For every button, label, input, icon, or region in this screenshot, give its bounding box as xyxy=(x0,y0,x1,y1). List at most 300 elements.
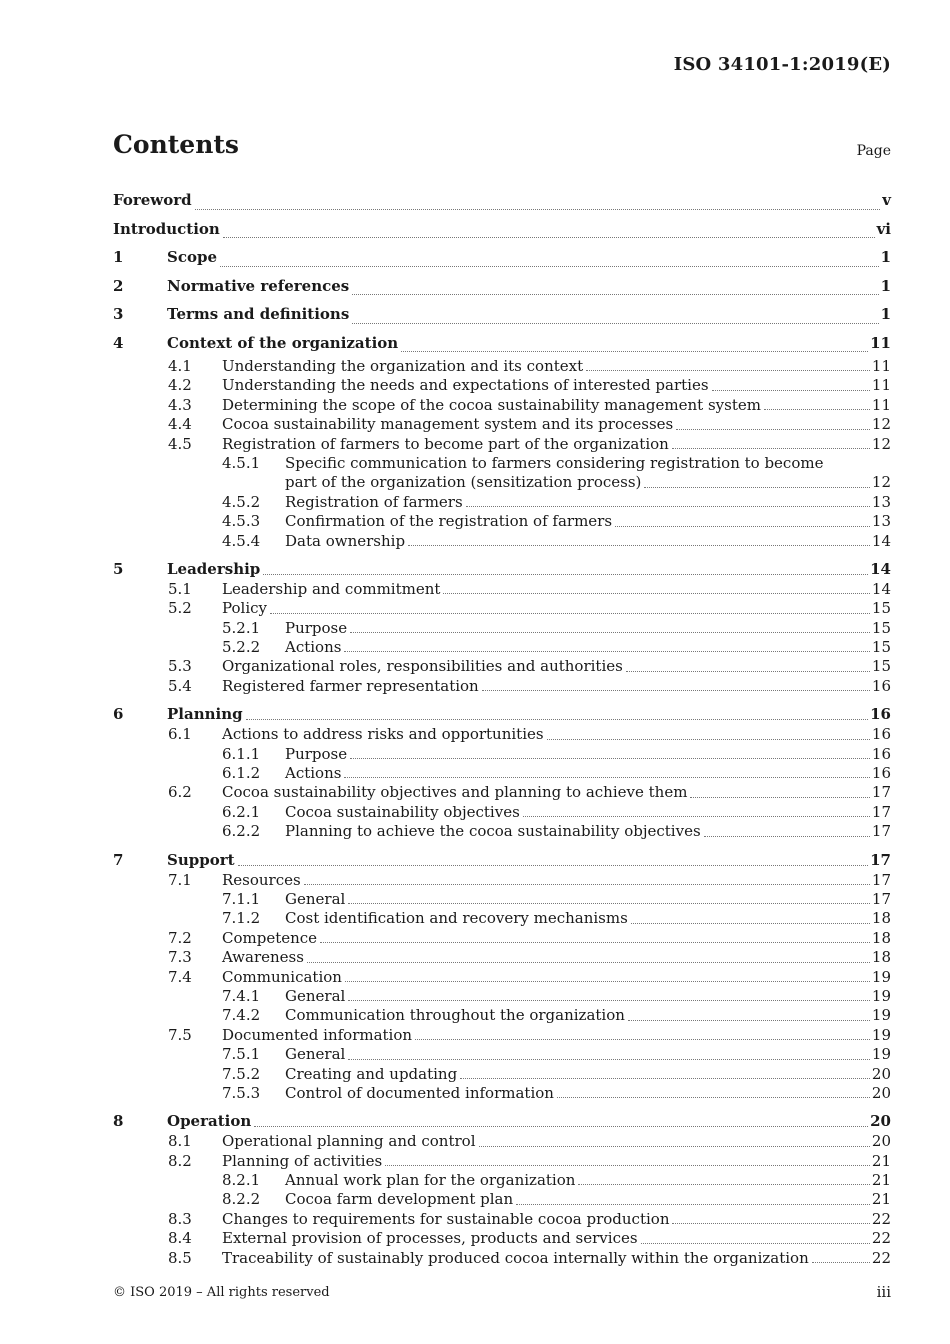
dot-leader xyxy=(516,1203,870,1205)
toc-entry-line xyxy=(167,559,891,580)
toc-entry-title: Operational planning and control xyxy=(222,1132,476,1151)
dot-leader xyxy=(672,447,870,449)
dot-leader xyxy=(348,1058,870,1060)
toc-entry[interactable] xyxy=(113,186,891,215)
toc-entry-line xyxy=(285,890,891,909)
toc-entry-line xyxy=(167,300,891,329)
toc-entry-line xyxy=(285,909,891,928)
dot-leader xyxy=(246,718,869,720)
dot-leader xyxy=(344,776,869,778)
toc-entry-title: part of the organization (sensitization process) xyxy=(285,473,642,492)
toc-entry-page: 19 xyxy=(871,1025,891,1044)
table-of-contents xyxy=(113,186,891,1268)
toc-entry-number: 5.3 xyxy=(168,657,192,676)
toc-entry-title: Traceability of sustainably produced cocoa internally within the organization xyxy=(222,1248,809,1267)
toc-entry-page: 20 xyxy=(871,1132,891,1151)
toc-entry-line xyxy=(222,580,891,599)
dot-leader xyxy=(401,350,868,352)
dot-leader xyxy=(704,835,870,837)
toc-entry-page: 15 xyxy=(871,599,891,618)
toc-entry-title: Cocoa sustainability objectives and planning to achieve them xyxy=(222,783,688,802)
toc-entry[interactable] xyxy=(113,968,891,987)
toc-entry-line xyxy=(167,1111,891,1132)
toc-entry-title: Foreword xyxy=(113,186,194,215)
toc-entry-line xyxy=(285,764,891,783)
toc-entry-number: 7 xyxy=(113,850,124,869)
dot-leader xyxy=(482,689,870,691)
toc-entry-title: Data ownership xyxy=(285,531,406,550)
toc-entry-line xyxy=(222,1210,891,1229)
toc-entry-title: Registration of farmers xyxy=(285,492,463,511)
dot-leader xyxy=(352,293,878,295)
toc-entry-line xyxy=(222,1152,891,1171)
toc-entry-page: 17 xyxy=(871,802,891,821)
toc-entry-page: 11 xyxy=(871,357,891,375)
toc-entry[interactable] xyxy=(113,559,891,580)
toc-entry-page: 20 xyxy=(871,1064,891,1083)
toc-entry[interactable] xyxy=(113,638,891,657)
dot-leader xyxy=(238,864,869,866)
toc-entry-number: 7.5.3 xyxy=(222,1083,261,1102)
toc-entry-number: 7.4 xyxy=(168,967,192,986)
toc-entry-line xyxy=(222,599,891,618)
toc-entry-title: Determining the scope of the cocoa sustainability management system xyxy=(222,395,761,414)
toc-entry-number: 4 xyxy=(113,333,124,352)
toc-entry[interactable] xyxy=(113,512,891,531)
toc-entry[interactable] xyxy=(113,1111,891,1132)
toc-entry-line xyxy=(222,1026,891,1045)
toc-entry-number: 6.2.2 xyxy=(222,822,261,841)
toc-entry-page: 11 xyxy=(871,395,891,414)
toc-entry[interactable] xyxy=(113,473,891,492)
dot-leader xyxy=(254,1125,868,1127)
toc-entry-number: 8.5 xyxy=(168,1248,192,1267)
toc-entry-title: Policy xyxy=(222,599,267,618)
toc-entry-number: 4.2 xyxy=(168,376,192,395)
toc-entry-line xyxy=(167,243,891,272)
toc-entry-line xyxy=(113,215,891,244)
toc-entry-page: 16 xyxy=(870,705,891,724)
toc-entry[interactable] xyxy=(113,435,891,454)
toc-entry-page: 12 xyxy=(871,434,891,453)
toc-entry[interactable] xyxy=(113,580,891,599)
toc-entry[interactable] xyxy=(113,272,891,301)
dot-leader xyxy=(344,650,869,652)
toc-entry-page: 18 xyxy=(871,928,891,947)
toc-entry-number: 7.1.2 xyxy=(222,909,261,928)
toc-entry[interactable] xyxy=(113,300,891,329)
toc-entry[interactable] xyxy=(113,532,891,551)
toc-entry-number: 2 xyxy=(113,276,124,295)
toc-entry-page: 21 xyxy=(871,1171,891,1190)
dot-leader xyxy=(350,757,870,759)
toc-entry-line xyxy=(285,512,891,531)
toc-entry[interactable] xyxy=(113,909,891,928)
toc-entry-number: 8 xyxy=(113,1112,124,1131)
toc-entry-number: 7.1 xyxy=(168,870,192,889)
toc-entry[interactable] xyxy=(113,704,891,725)
toc-entry-page: 18 xyxy=(871,909,891,928)
toc-entry-line xyxy=(167,329,891,358)
toc-entry-line xyxy=(285,493,891,512)
toc-entry-number: 8.2 xyxy=(168,1151,192,1170)
toc-entry-line xyxy=(222,357,891,376)
toc-entry-line xyxy=(222,415,891,434)
toc-entry-title: Support xyxy=(167,850,235,869)
toc-entry-page: 1 xyxy=(880,276,891,295)
toc-entry[interactable] xyxy=(113,1065,891,1084)
toc-entry-title: Understanding the organization and its context xyxy=(222,357,584,375)
toc-entry[interactable] xyxy=(113,1210,891,1229)
toc-entry-number: 5.4 xyxy=(168,676,192,695)
toc-entry-page: 19 xyxy=(871,1045,891,1064)
toc-entry-line xyxy=(222,725,891,744)
toc-entry-line xyxy=(222,1229,891,1248)
toc-entry[interactable] xyxy=(113,657,891,676)
toc-entry-number: 7.5 xyxy=(168,1025,192,1044)
footer-copyright: © ISO 2019 – All rights reserved xyxy=(113,1285,330,1300)
dot-leader xyxy=(466,505,870,507)
toc-entry[interactable] xyxy=(113,764,891,783)
toc-entry-page: 1 xyxy=(880,248,891,266)
toc-entry[interactable] xyxy=(113,357,891,376)
toc-entry[interactable] xyxy=(113,215,891,244)
toc-entry-number: 4.5.3 xyxy=(222,512,261,531)
toc-entry-number: 7.3 xyxy=(168,948,192,967)
toc-entry-line xyxy=(285,803,891,822)
toc-entry-title: Confirmation of the registration of farmers xyxy=(285,512,613,531)
toc-entry-title: Understanding the needs and expectations of interested parties xyxy=(222,376,709,395)
toc-entry[interactable] xyxy=(113,948,891,967)
toc-entry-page: 15 xyxy=(871,657,891,676)
toc-entry-page: v xyxy=(882,191,891,209)
toc-entry-title: Introduction xyxy=(113,215,222,244)
dot-leader xyxy=(631,922,870,924)
toc-entry-line xyxy=(222,677,891,696)
toc-entry-title: Purpose xyxy=(285,618,348,637)
toc-entry-line xyxy=(222,376,891,395)
dot-leader xyxy=(628,1019,870,1021)
toc-entry-title: External provision of processes, products and services xyxy=(222,1229,638,1248)
toc-entry[interactable] xyxy=(113,1171,891,1190)
toc-entry-line xyxy=(167,850,891,871)
toc-entry-line xyxy=(285,454,891,473)
toc-entry[interactable] xyxy=(113,329,891,358)
toc-entry-page: 14 xyxy=(870,559,891,578)
toc-entry-line xyxy=(113,186,891,215)
toc-entry[interactable] xyxy=(113,376,891,395)
toc-entry-title: Specific communication to farmers considering registration to become xyxy=(285,453,824,472)
toc-entry-page: 19 xyxy=(871,967,891,986)
dot-leader xyxy=(443,592,869,594)
toc-entry-number: 5.2.2 xyxy=(222,638,261,657)
toc-entry-title: Planning to achieve the cocoa sustainability objectives xyxy=(285,822,701,841)
toc-entry-title: Registered farmer representation xyxy=(222,676,479,695)
toc-entry-page: 22 xyxy=(871,1229,891,1248)
toc-entry-title: Resources xyxy=(222,870,301,889)
dot-leader xyxy=(523,815,870,817)
toc-entry-title: Operation xyxy=(167,1112,252,1131)
dot-leader xyxy=(307,961,870,963)
toc-entry-title: Registration of farmers to become part of the organization xyxy=(222,434,669,453)
toc-entry-page: 16 xyxy=(871,764,891,783)
dot-leader xyxy=(352,322,878,324)
toc-entry-title: Scope xyxy=(167,243,219,272)
toc-entry-title: Terms and definitions xyxy=(167,300,351,329)
toc-entry[interactable] xyxy=(113,929,891,948)
toc-entry-line xyxy=(285,1045,891,1064)
toc-entry[interactable] xyxy=(113,677,891,696)
toc-entry-number: 8.2.2 xyxy=(222,1190,261,1209)
toc-entry-page: vi xyxy=(876,219,891,238)
toc-entry[interactable] xyxy=(113,725,891,744)
toc-entry-page: 20 xyxy=(870,1112,891,1131)
dot-leader xyxy=(479,1145,870,1147)
toc-entry-title: Documented information xyxy=(222,1025,413,1044)
toc-entry-page: 22 xyxy=(871,1248,891,1267)
dot-leader xyxy=(270,612,870,614)
dot-leader xyxy=(220,265,879,267)
document-id: ISO 34101-1:2019(E) xyxy=(673,54,891,75)
toc-entry-page: 22 xyxy=(871,1209,891,1228)
toc-entry[interactable] xyxy=(113,822,891,841)
toc-entry-title: Annual work plan for the organization xyxy=(285,1171,576,1190)
dot-leader xyxy=(350,631,870,633)
toc-entry[interactable] xyxy=(113,1045,891,1064)
toc-entry[interactable] xyxy=(113,783,891,802)
dot-leader xyxy=(320,941,870,943)
toc-entry-line xyxy=(285,822,891,841)
toc-entry-line xyxy=(285,1065,891,1084)
toc-entry-line xyxy=(222,1132,891,1151)
toc-entry-number: 7.2 xyxy=(168,928,192,947)
toc-entry-page: 17 xyxy=(871,889,891,908)
toc-entry-title: Planning xyxy=(167,705,243,724)
page-title: Contents xyxy=(113,130,240,159)
toc-entry[interactable] xyxy=(113,871,891,890)
toc-entry-number: 6 xyxy=(113,705,124,724)
toc-entry-number: 4.5.1 xyxy=(222,453,261,472)
toc-entry-line xyxy=(222,929,891,948)
toc-entry-title: Communication throughout the organization xyxy=(285,1006,625,1025)
toc-entry-title: Cost identification and recovery mechanisms xyxy=(285,909,628,928)
toc-entry-page: 12 xyxy=(871,473,891,492)
toc-entry[interactable] xyxy=(113,1249,891,1268)
dot-leader xyxy=(712,389,870,391)
toc-entry-number: 7.1.1 xyxy=(222,889,261,908)
dot-leader xyxy=(644,486,870,488)
toc-entry-line xyxy=(285,1084,891,1103)
toc-entry-page: 16 xyxy=(871,744,891,763)
toc-entry-number: 6.2 xyxy=(168,783,192,802)
toc-entry-line xyxy=(285,1190,891,1209)
toc-entry-page: 16 xyxy=(871,676,891,695)
toc-entry-number: 8.3 xyxy=(168,1209,192,1228)
toc-entry-line xyxy=(285,638,891,657)
dot-leader xyxy=(690,796,869,798)
toc-entry[interactable] xyxy=(113,1084,891,1103)
toc-entry-line xyxy=(285,745,891,764)
toc-entry-line xyxy=(222,1249,891,1268)
toc-entry-line xyxy=(285,532,891,551)
toc-entry[interactable] xyxy=(113,415,891,434)
dot-leader xyxy=(263,573,868,575)
toc-entry-page: 15 xyxy=(871,618,891,637)
toc-entry-number: 1 xyxy=(113,248,124,266)
toc-entry-title: Leadership and commitment xyxy=(222,579,441,598)
toc-entry-line xyxy=(167,272,891,301)
toc-entry-number: 6.1.1 xyxy=(222,744,261,763)
toc-entry-title: General xyxy=(285,986,346,1005)
toc-entry-title: Creating and updating xyxy=(285,1064,458,1083)
toc-entry[interactable] xyxy=(113,890,891,909)
toc-entry-title: General xyxy=(285,1045,346,1064)
toc-entry-line xyxy=(222,657,891,676)
toc-entry-title: Leadership xyxy=(167,559,261,578)
toc-entry-page: 13 xyxy=(871,512,891,531)
toc-entry[interactable] xyxy=(113,1026,891,1045)
toc-entry-title: Changes to requirements for sustainable cocoa production xyxy=(222,1209,670,1228)
toc-entry[interactable] xyxy=(113,803,891,822)
toc-entry[interactable] xyxy=(113,987,891,1006)
dot-leader xyxy=(385,1164,870,1166)
toc-entry-number: 5.2 xyxy=(168,599,192,618)
dot-leader xyxy=(626,670,870,672)
toc-entry[interactable] xyxy=(113,1229,891,1248)
toc-entry-line xyxy=(222,948,891,967)
toc-entry-title: Actions xyxy=(285,638,342,657)
toc-entry[interactable] xyxy=(113,454,891,473)
toc-entry[interactable] xyxy=(113,745,891,764)
toc-entry-page: 20 xyxy=(871,1083,891,1102)
dot-leader xyxy=(586,369,870,371)
toc-entry-line xyxy=(167,704,891,725)
toc-entry-number: 8.2.1 xyxy=(222,1171,261,1190)
toc-entry-number: 4.1 xyxy=(168,357,192,375)
toc-entry-line xyxy=(222,871,891,890)
toc-entry-number: 7.4.2 xyxy=(222,1006,261,1025)
dot-leader xyxy=(547,738,870,740)
toc-entry-number: 3 xyxy=(113,305,124,323)
toc-entry-line xyxy=(222,435,891,454)
toc-entry[interactable] xyxy=(113,1190,891,1209)
toc-entry-number: 6.2.1 xyxy=(222,802,261,821)
toc-entry[interactable] xyxy=(113,1152,891,1171)
dot-leader xyxy=(764,408,870,410)
toc-entry-page: 16 xyxy=(871,725,891,744)
toc-entry[interactable] xyxy=(113,599,891,618)
toc-entry[interactable] xyxy=(113,1132,891,1151)
toc-entry-number: 5.1 xyxy=(168,579,192,598)
toc-entry-number: 4.5.4 xyxy=(222,531,261,550)
toc-entry-number: 5.2.1 xyxy=(222,618,261,637)
toc-entry-line xyxy=(285,1171,891,1190)
dot-leader xyxy=(676,428,870,430)
toc-entry-title: Cocoa sustainability objectives xyxy=(285,802,520,821)
toc-entry-title: Context of the organization xyxy=(167,329,400,358)
dot-leader xyxy=(195,208,881,210)
dot-leader xyxy=(223,236,875,238)
toc-entry[interactable] xyxy=(113,619,891,638)
toc-entry-number: 4.5 xyxy=(168,434,192,453)
dot-leader xyxy=(348,999,870,1001)
toc-entry-title: Cocoa sustainability management system and its processes xyxy=(222,415,674,434)
toc-entry-number: 4.4 xyxy=(168,415,192,434)
dot-leader xyxy=(578,1183,869,1185)
toc-entry[interactable] xyxy=(113,493,891,512)
toc-entry-number: 8.4 xyxy=(168,1229,192,1248)
toc-entry[interactable] xyxy=(113,850,891,871)
dot-leader xyxy=(615,525,870,527)
toc-entry-number: 6.1.2 xyxy=(222,764,261,783)
toc-entry-page: 14 xyxy=(871,531,891,550)
toc-entry-number: 7.4.1 xyxy=(222,986,261,1005)
toc-entry-page: 14 xyxy=(871,579,891,598)
toc-entry-title: Actions xyxy=(285,764,342,783)
toc-entry-title: Communication xyxy=(222,967,342,986)
toc-entry-page: 12 xyxy=(871,415,891,434)
toc-entry-line xyxy=(222,783,891,802)
toc-entry-title: Cocoa farm development plan xyxy=(285,1190,514,1209)
toc-entry-page: 17 xyxy=(870,850,891,869)
dot-leader xyxy=(672,1222,869,1224)
toc-entry-line xyxy=(222,968,891,987)
toc-entry-title: Actions to address risks and opportunities xyxy=(222,725,544,744)
toc-entry-page: 11 xyxy=(871,376,891,395)
toc-entry-page: 18 xyxy=(871,948,891,967)
dot-leader xyxy=(408,544,870,546)
toc-entry-page: 17 xyxy=(871,870,891,889)
toc-entry-title: Competence xyxy=(222,928,318,947)
toc-entry-number: 4.3 xyxy=(168,395,192,414)
toc-entry-number: 8.1 xyxy=(168,1132,192,1151)
toc-entry-number: 7.5.2 xyxy=(222,1064,261,1083)
dot-leader xyxy=(415,1038,870,1040)
toc-entry-page: 11 xyxy=(870,333,891,352)
toc-entry-title: Organizational roles, responsibilities and authorities xyxy=(222,657,623,676)
toc-entry-line xyxy=(285,987,891,1006)
toc-entry-title: Purpose xyxy=(285,744,348,763)
page-column-label: Page xyxy=(856,143,891,159)
dot-leader xyxy=(304,883,870,885)
toc-entry-line xyxy=(285,619,891,638)
toc-entry-line xyxy=(285,473,891,492)
toc-entry-page: 13 xyxy=(871,492,891,511)
toc-entry-page: 1 xyxy=(880,305,891,323)
toc-entry-title: General xyxy=(285,889,346,908)
toc-entry[interactable] xyxy=(113,1006,891,1025)
toc-entry-page: 19 xyxy=(871,1006,891,1025)
toc-entry-title: Normative references xyxy=(167,272,351,301)
toc-entry-number: 4.5.2 xyxy=(222,492,261,511)
toc-entry-page: 19 xyxy=(871,986,891,1005)
footer-page-number: iii xyxy=(876,1283,891,1301)
dot-leader xyxy=(460,1077,870,1079)
toc-entry-line xyxy=(285,1006,891,1025)
toc-entry-line xyxy=(222,396,891,415)
toc-entry[interactable] xyxy=(113,243,891,272)
dot-leader xyxy=(345,980,870,982)
toc-entry-page: 21 xyxy=(871,1151,891,1170)
dot-leader xyxy=(812,1261,870,1263)
toc-entry-page: 21 xyxy=(871,1190,891,1209)
toc-entry[interactable] xyxy=(113,396,891,415)
toc-entry-number: 7.5.1 xyxy=(222,1045,261,1064)
toc-entry-number: 5 xyxy=(113,559,124,578)
toc-entry-number: 6.1 xyxy=(168,725,192,744)
toc-entry-page: 15 xyxy=(871,638,891,657)
dot-leader xyxy=(348,902,870,904)
